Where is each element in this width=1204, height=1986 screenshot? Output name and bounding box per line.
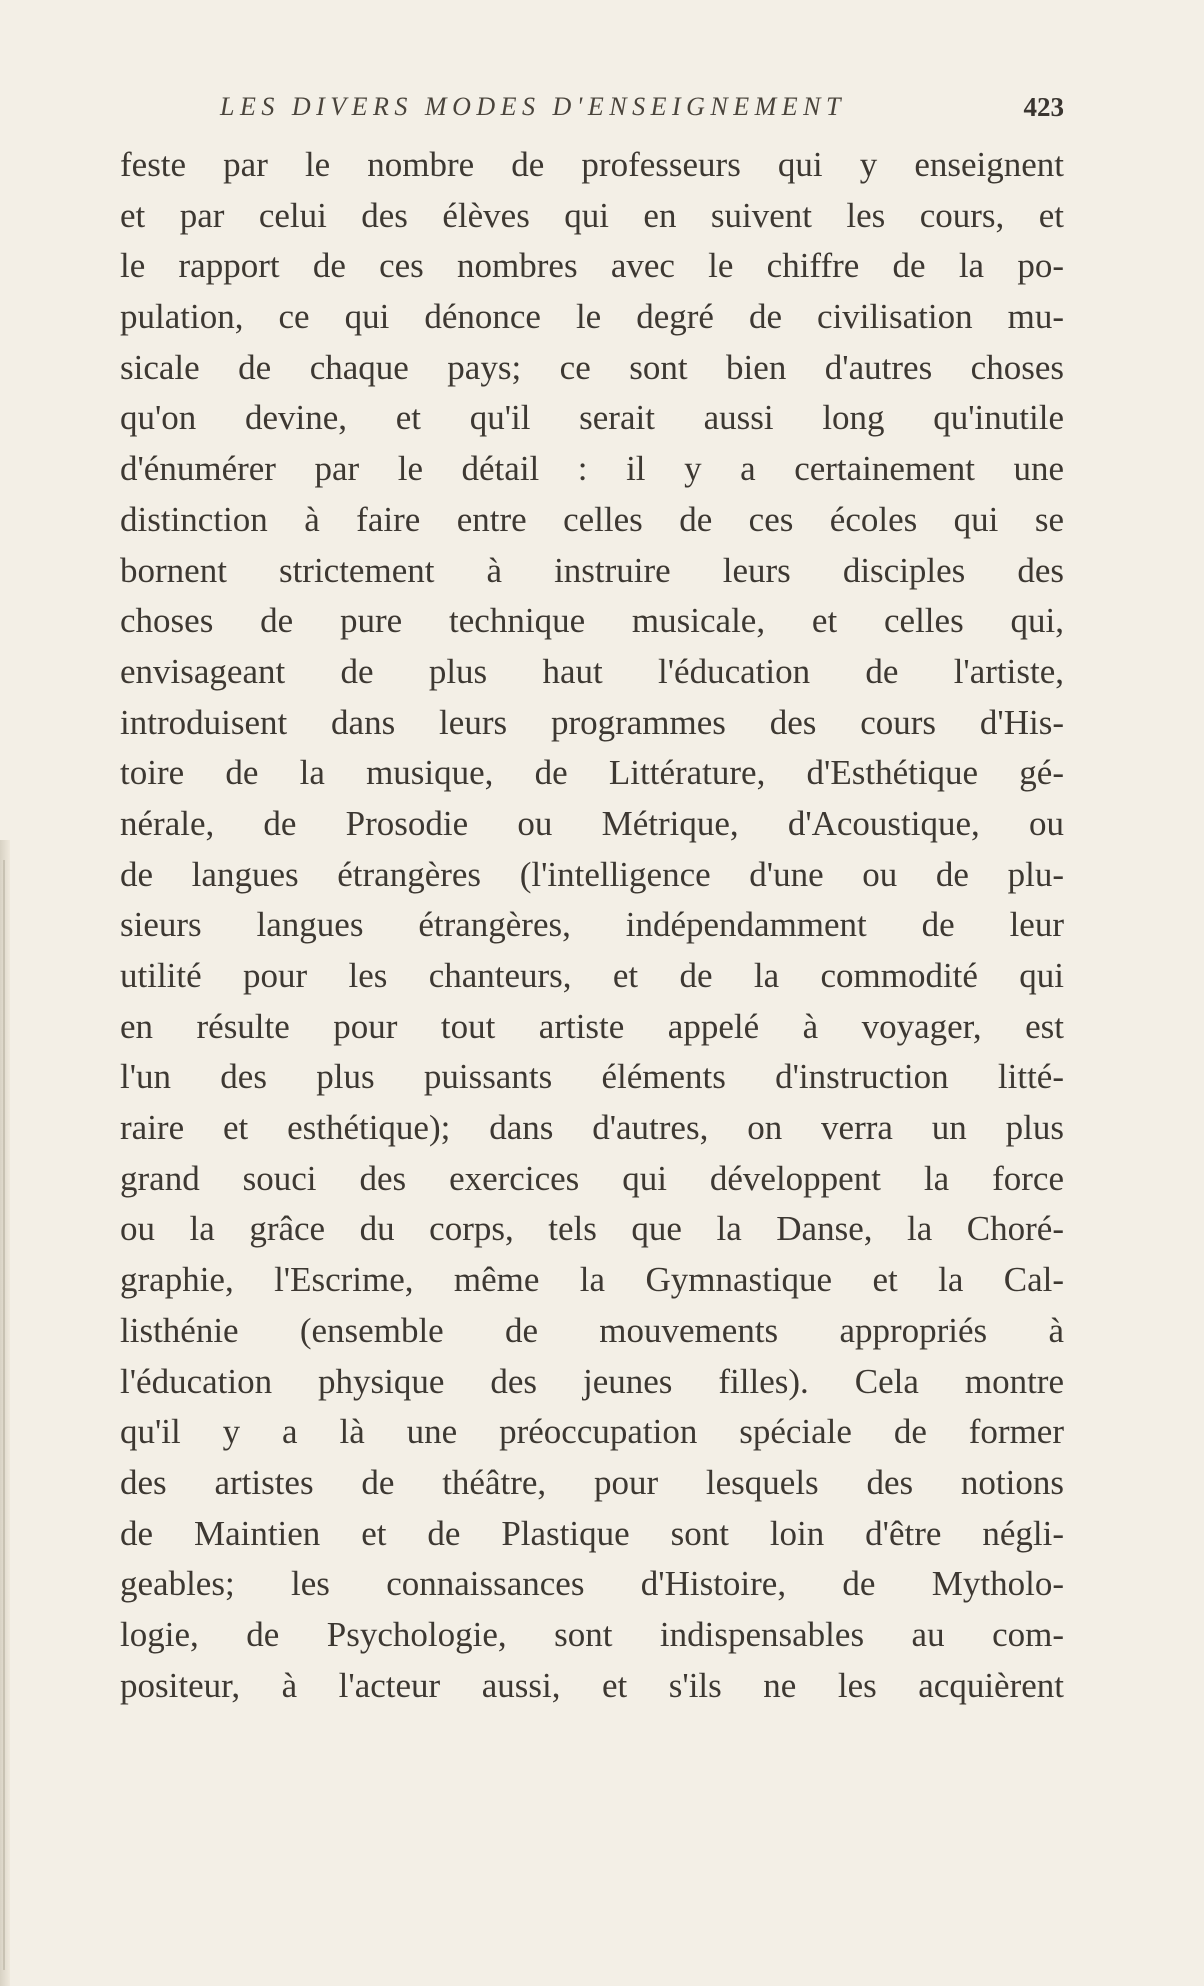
page-binding-line	[3, 860, 5, 1970]
running-head	[120, 92, 1064, 132]
text-line: feste par le nombre de professeurs qui y enseignent	[120, 145, 1064, 184]
text-line: nérale, de Prosodie ou Métrique, d'Acoustique, ou	[120, 803, 1064, 843]
text-line: de langues étrangères (l'intelligence d'une ou de plu-	[120, 854, 1064, 894]
text-line: raire et esthétique); dans d'autres, on verra un plus	[120, 1108, 1064, 1148]
text-line: toire de la musique, de Littérature, d'Esthétique gé-	[120, 753, 1064, 793]
text-line: de Maintien et de Plastique sont loin d'être négli-	[120, 1513, 1064, 1553]
text-line: geables; les connaissances d'Histoire, de Mytholo-	[120, 1564, 1064, 1604]
text-line: et par celui des élèves qui en suivent les cours, et	[120, 195, 1064, 235]
body-text	[120, 140, 1064, 1711]
text-line: d'énumérer par le détail : il y a certainement une	[120, 449, 1064, 489]
text-line: bornent strictement à instruire leurs disciples des	[120, 550, 1064, 590]
page-edge-shadow	[0, 840, 10, 1986]
text-line: en résulte pour tout artiste appelé à voyager, est	[120, 1006, 1064, 1046]
text-line: pulation, ce qui dénonce le degré de civilisation mu-	[120, 297, 1064, 337]
text-line: listhénie (ensemble de mouvements appropriés à	[120, 1310, 1064, 1350]
text-line: ou la grâce du corps, tels que la Danse, la Choré-	[120, 1209, 1064, 1249]
text-line: grand souci des exercices qui développent la force	[120, 1158, 1064, 1198]
text-line: choses de pure technique musicale, et celles qui,	[120, 601, 1064, 641]
text-line: l'un des plus puissants éléments d'instruction litté-	[120, 1057, 1064, 1097]
text-line: le rapport de ces nombres avec le chiffre de la po-	[120, 246, 1064, 286]
text-line: des artistes de théâtre, pour lesquels des notions	[120, 1462, 1064, 1502]
text-line: qu'on devine, et qu'il serait aussi long qu'inutile	[120, 398, 1064, 438]
text-line: envisageant de plus haut l'éducation de l'artiste,	[120, 651, 1064, 691]
text-line: introduisent dans leurs programmes des cours d'His-	[120, 702, 1064, 742]
text-line: logie, de Psychologie, sont indispensables au com-	[120, 1614, 1064, 1654]
text-line: graphie, l'Escrime, même la Gymnastique et la Cal-	[120, 1260, 1064, 1300]
text-line: distinction à faire entre celles de ces écoles qui se	[120, 499, 1064, 539]
text-line: positeur, à l'acteur aussi, et s'ils ne les acquièrent	[120, 1665, 1064, 1705]
text-line: qu'il y a là une préoccupation spéciale de former	[120, 1412, 1064, 1452]
text-line: sicale de chaque pays; ce sont bien d'autres choses	[120, 347, 1064, 387]
page-number: 423	[1023, 92, 1064, 122]
text-line: utilité pour les chanteurs, et de la commodité qui	[120, 956, 1064, 995]
running-title: LES DIVERS MODES D'ENSEIGNEMENT	[220, 92, 846, 121]
text-line: sieurs langues étrangères, indépendamment de leur	[120, 905, 1064, 945]
text-line: l'éducation physique des jeunes filles). Cela montre	[120, 1361, 1064, 1401]
